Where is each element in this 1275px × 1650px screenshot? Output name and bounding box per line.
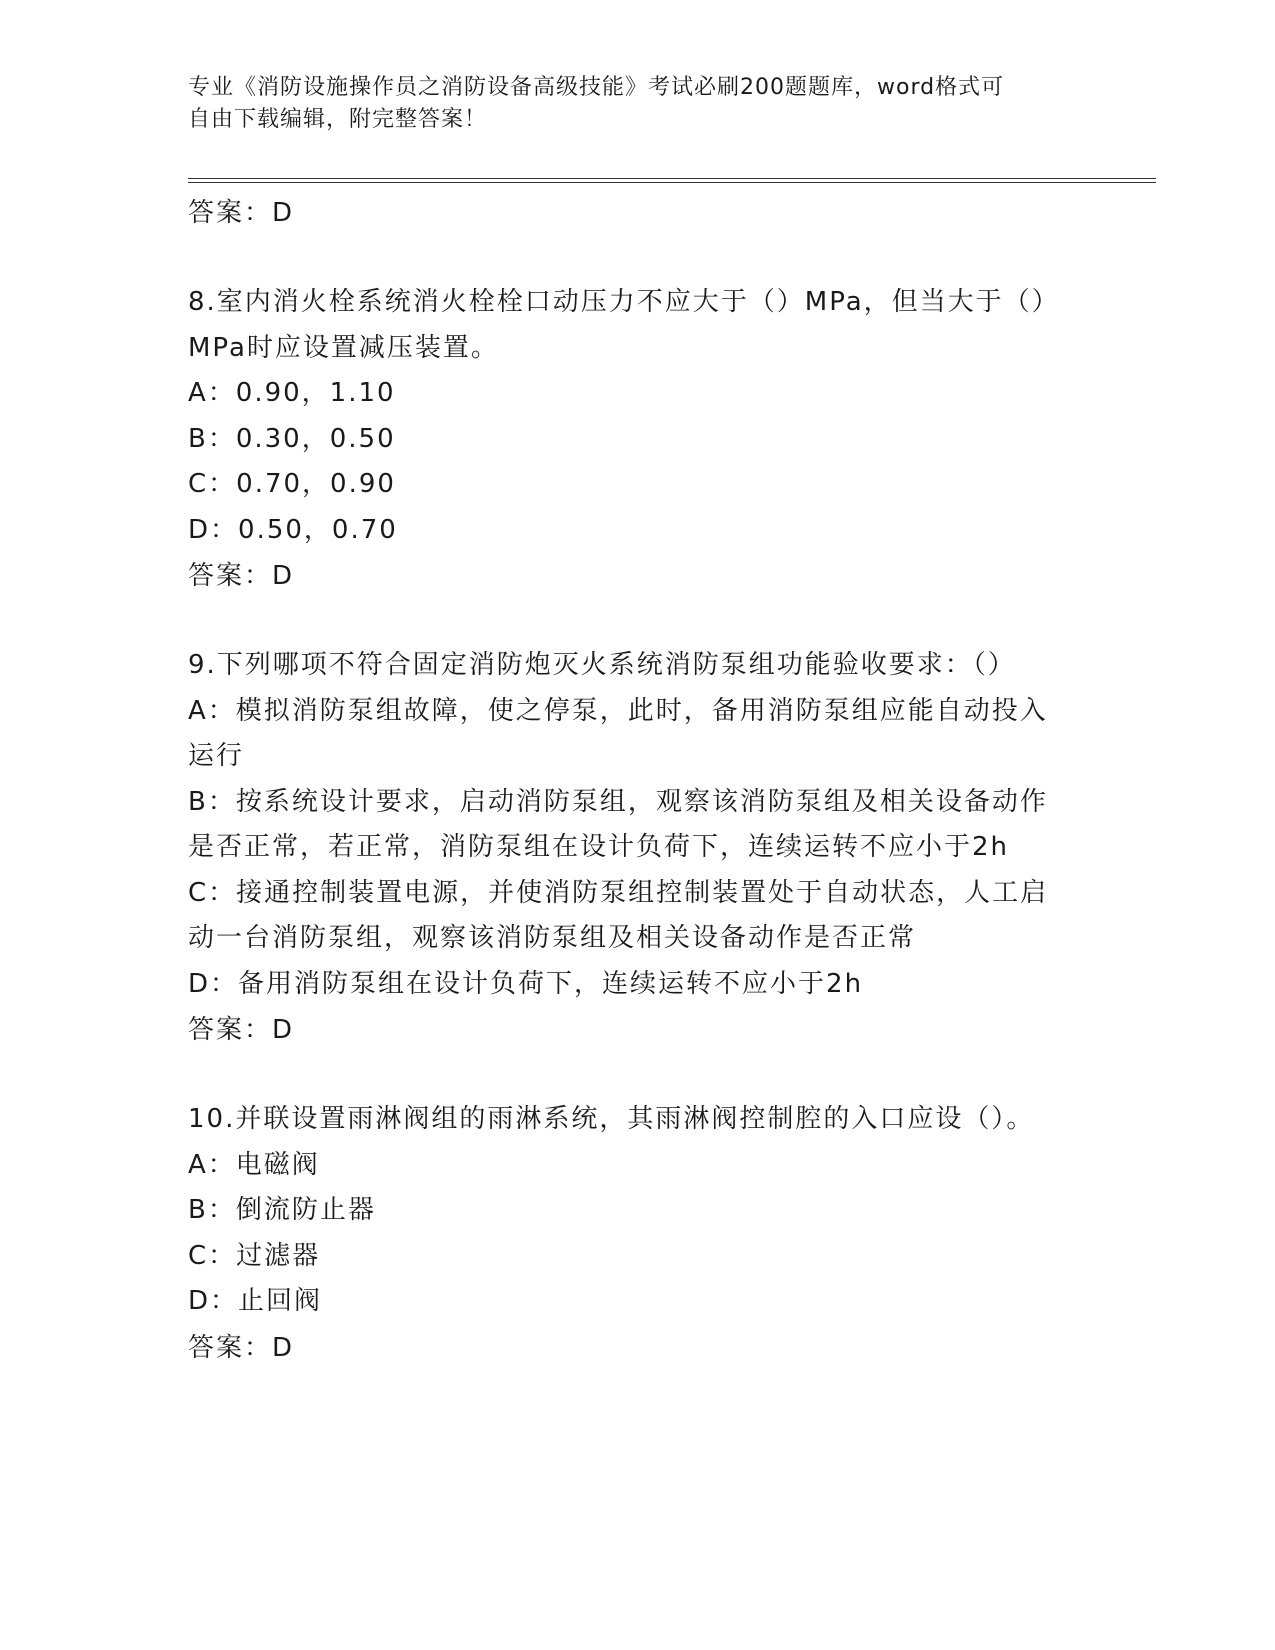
question-stem-line: 8.室内消火栓系统消火栓栓口动压力不应大于（）MPa，但当大于（）: [188, 287, 1060, 317]
answer-option-line: 是否正常，若正常，消防泵组在设计负荷下，连续运转不应小于2h: [188, 832, 1010, 862]
question-stem-line: MPa时应设置减压装置。: [188, 332, 499, 363]
header-line-1: 专业《消防设施操作员之消防设备高级技能》考试必刷200题题库，word格式可: [188, 75, 1005, 100]
question-stem-line: 10.并联设置雨淋阀组的雨淋系统，其雨淋阀控制腔的入口应设（）。: [188, 1104, 1035, 1134]
answer-option: [188, 689, 1088, 780]
answer-option-line: 动一台消防泵组，观察该消防泵组及相关设备动作是否正常: [188, 923, 917, 953]
answer-option-line: A：电磁阀: [188, 1149, 320, 1180]
question-stem: [188, 643, 1088, 689]
answer-option-line: A：0.90，1.10: [188, 378, 396, 408]
answer-option: [188, 508, 1088, 554]
answer-option-line: D：0.50，0.70: [188, 514, 398, 545]
answer-option-line: C：过滤器: [188, 1240, 321, 1271]
answer-option: [188, 1234, 1088, 1280]
answer-line: 答案：D: [188, 561, 295, 591]
answer-option-line: A：模拟消防泵组故障，使之停泵，此时，备用消防泵组应能自动投入: [188, 695, 1048, 726]
answer-option-line: C：0.70，0.90: [188, 469, 396, 499]
header-divider: [188, 178, 1156, 183]
question-block: [188, 280, 1088, 599]
answer-option: [188, 1143, 1088, 1189]
answer-option: [188, 780, 1088, 871]
answer-option: [188, 962, 1088, 1008]
question-stem-line: 9.下列哪项不符合固定消防炮灭火系统消防泵组功能验收要求：（）: [188, 650, 1016, 680]
answer-option: [188, 417, 1088, 463]
answer-option: [188, 1188, 1088, 1234]
answer-option: [188, 1279, 1088, 1325]
header-line-2: 自由下载编辑，附完整答案！: [188, 107, 488, 132]
answer-line: 答案：D: [188, 198, 295, 228]
answer-option: [188, 371, 1088, 417]
answer-option-line: 运行: [188, 741, 245, 771]
answer-option-line: C：接通控制装置电源，并使消防泵组控制装置处于自动状态，人工启: [188, 877, 1049, 908]
answer-option: [188, 871, 1088, 962]
answer-option: [188, 462, 1088, 508]
answer-line: 答案：D: [188, 1332, 295, 1363]
question-block: [188, 1097, 1088, 1371]
answer-line: 答案：D: [188, 1015, 295, 1045]
page-header: [188, 72, 1088, 136]
document-body: [188, 190, 1088, 1371]
question-stem: [188, 280, 1088, 371]
question-block: [188, 643, 1088, 1053]
question-stem: [188, 1097, 1088, 1143]
answer-option-line: B：按系统设计要求，启动消防泵组，观察该消防泵组及相关设备动作: [188, 786, 1048, 817]
question-list: [188, 280, 1088, 1371]
answer-option-line: B：0.30，0.50: [188, 423, 396, 454]
answer-option-line: B：倒流防止器: [188, 1195, 376, 1225]
answer-option-line: D：备用消防泵组在设计负荷下，连续运转不应小于2h: [188, 968, 864, 999]
answer-option-line: D：止回阀: [188, 1286, 323, 1316]
